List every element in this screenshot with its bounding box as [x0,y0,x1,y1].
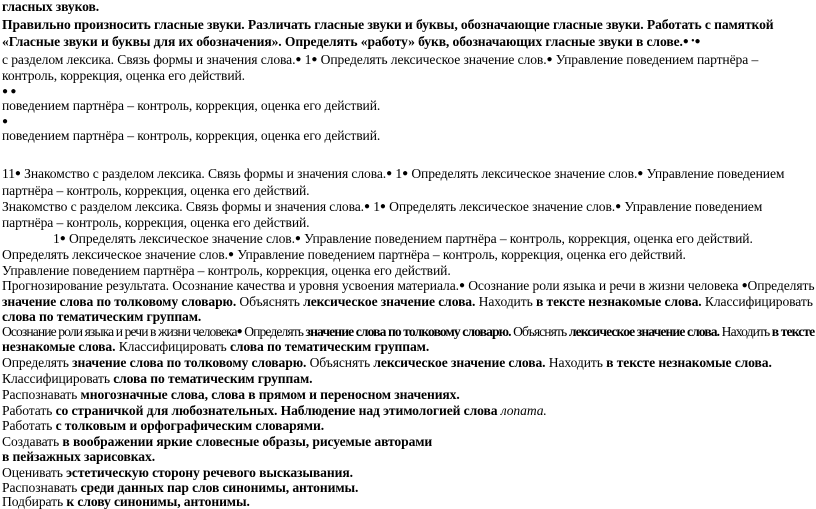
text-run: 1 [392,166,403,181]
bullet-run: ● [59,233,66,244]
bullet-run: ● [637,168,644,179]
text-run: Находить [545,355,607,370]
text-run: контроль, коррекция, оценка его действий. [2,68,245,83]
text-run: в воображении яркие словесные образы, рисуемые авторами [62,434,433,449]
text-run: 1 [53,231,60,246]
text-line [2,215,309,230]
bullet-run: ● [379,201,386,212]
text-run: Работать [2,403,56,418]
text-run: Определять [241,324,306,339]
text-line [2,17,774,32]
text-line [2,84,16,99]
text-run: «Гласные звуки и буквы для их обозначения». Определять «работу» букв, обозначающих гласные звуки в слове. [2,34,683,49]
text-line [2,98,380,113]
text-line [2,199,762,214]
bullet-run: ● [236,326,242,337]
text-run: слова по тематическим группам. [229,339,430,354]
text-run: со страничкой для любознательных. Наблюдение над этимологией слова [55,403,498,418]
text-line [2,309,201,324]
text-run: Классифицировать [115,339,230,354]
text-run: лопата. [497,403,547,418]
text-line [2,247,686,262]
text-run: Управление поведением партнёра – контроль, коррекция, оценка его действий. [2,263,451,278]
text-line [2,494,250,509]
text-run: партнёра – контроль, коррекция, оценка его действий. [2,215,310,230]
text-run: к слову синонимы, антонимы. [66,494,250,509]
text-line [2,34,700,49]
text-line [53,231,753,246]
text-run: лексическое значение слова. [568,324,720,339]
text-run: Управление поведением [643,166,785,181]
text-run: гласных звуков. [2,0,100,14]
bullet-run: ● [311,54,318,65]
text-run: слова по тематическим группам. [2,309,202,324]
text-run: Классифицировать [701,294,813,309]
text-line [2,52,758,67]
text-line [2,480,358,495]
text-run: в тексте [771,324,815,339]
text-run: Распознавать [2,480,81,495]
text-run: Объяснять [510,324,569,339]
text-run: 1 [369,199,380,214]
bullet-run: ● [615,201,622,212]
text-line [2,465,353,480]
text-run: Управление поведением партнёра – контроль, коррекция, оценка его действий. [300,231,753,246]
text-line [2,449,155,464]
text-line [2,387,460,402]
text-run: Осознание роли языка и речи в жизни человека [464,278,742,293]
text-run: 11 [2,166,15,181]
text-run: Знакомство с разделом лексика. Связь формы и значения слова. [20,166,387,181]
text-line [2,278,814,293]
bullet-run: ● [14,168,21,179]
bullet-run: ● [227,249,234,260]
bullet-run: ● ● [2,86,17,97]
text-line [2,418,324,433]
text-run: Определять лексическое значение слов. [385,199,616,214]
bullet-run: ● [741,280,748,291]
text-run: Знакомство с разделом лексика. Связь формы и значения слова. [2,199,364,214]
text-run: Определять лексическое значение слов. [65,231,295,246]
text-run: Распознавать [2,387,81,402]
text-run: с разделом лексика. Связь формы и значения слова. [2,52,296,67]
text-run: Прогнозирование результата. Осознание качества и уровня усвоения материала. [2,278,459,293]
text-run: Находить [475,294,536,309]
text-run: среди данных пар слов синонимы, антонимы. [80,480,359,495]
text-line [2,263,451,278]
text-run: в тексте незнакомые слова. [606,355,772,370]
text-run: значение слова по толковому словарю. [305,324,511,339]
text-run: поведением партнёра – контроль, коррекция, оценка его действий. [2,98,381,113]
text-run: значение слова по толковому словарю. [2,294,237,309]
bullet-run: ● [295,54,302,65]
text-line [2,339,429,354]
text-run: партнёра – контроль, коррекция, оценка его действий. [2,183,310,198]
text-run: Находить [719,324,772,339]
bullet-run: ● [363,201,370,212]
text-line [2,0,99,14]
text-run: эстетическую сторону речевого высказывания. [66,465,353,480]
text-run: с толковым и орфографическим словарями. [55,418,325,433]
text-line [2,114,8,129]
text-run: в тексте незнакомые слова. [535,294,702,309]
text-line [2,183,309,198]
text-run: Объяснять [306,355,374,370]
text-run: Оценивать [2,465,67,480]
text-line [2,324,814,339]
text-line [2,355,772,370]
text-run: Управление поведением партнёра – [552,52,759,67]
text-line [2,128,380,143]
text-run: Определять лексическое значение слов. [408,166,638,181]
text-run: Правильно произносить гласные звуки. Различать гласные звуки и буквы, обозначающие гласные звуки. Работать с памяткой [2,17,774,32]
text-line [2,371,312,386]
text-run: Определять [747,278,815,293]
text-run: лексическое значение слова. [373,355,546,370]
text-run: многозначные слова, слова в прямом и переносном значениях. [80,387,460,402]
bullet-run: ● [458,280,465,291]
text-line [2,403,547,418]
text-run: значение слова по толковому словарю. [72,355,307,370]
text-line [2,434,432,449]
text-run: Определять [2,355,73,370]
text-run: в пейзажных зарисовках. [2,449,155,464]
text-run: Объяснять [236,294,304,309]
text-run: Управление поведением [621,199,763,214]
text-run: Определять лексическое значение слов. [317,52,547,67]
bullet-run: ● [386,168,393,179]
text-run: Классифицировать [2,371,114,386]
bullet-run: ● [294,233,301,244]
text-run: Работать [2,418,56,433]
text-run: Подбирать [2,494,67,509]
text-run: Осознание роли языка и речи в жизни человека [2,324,237,339]
text-run: лексическое значение слова. [303,294,476,309]
bullet-run: ● [402,168,409,179]
text-run: Определять лексическое значение слов. [2,247,228,262]
text-run: слова по тематическим группам. [113,371,313,386]
bullet-run: ● [2,116,8,127]
text-run: Управление поведением партнёра – контроль, коррекция, оценка его действий. [233,247,686,262]
bullet-run: ● •● [682,36,701,47]
bullet-run: ● [546,54,553,65]
text-run: Создавать [2,434,63,449]
text-run: незнакомые слова. [2,339,116,354]
text-line [2,68,245,83]
text-run: 1 [301,52,312,67]
text-line [2,294,813,309]
text-run: поведением партнёра – контроль, коррекция, оценка его действий. [2,128,381,143]
text-line [2,166,784,181]
